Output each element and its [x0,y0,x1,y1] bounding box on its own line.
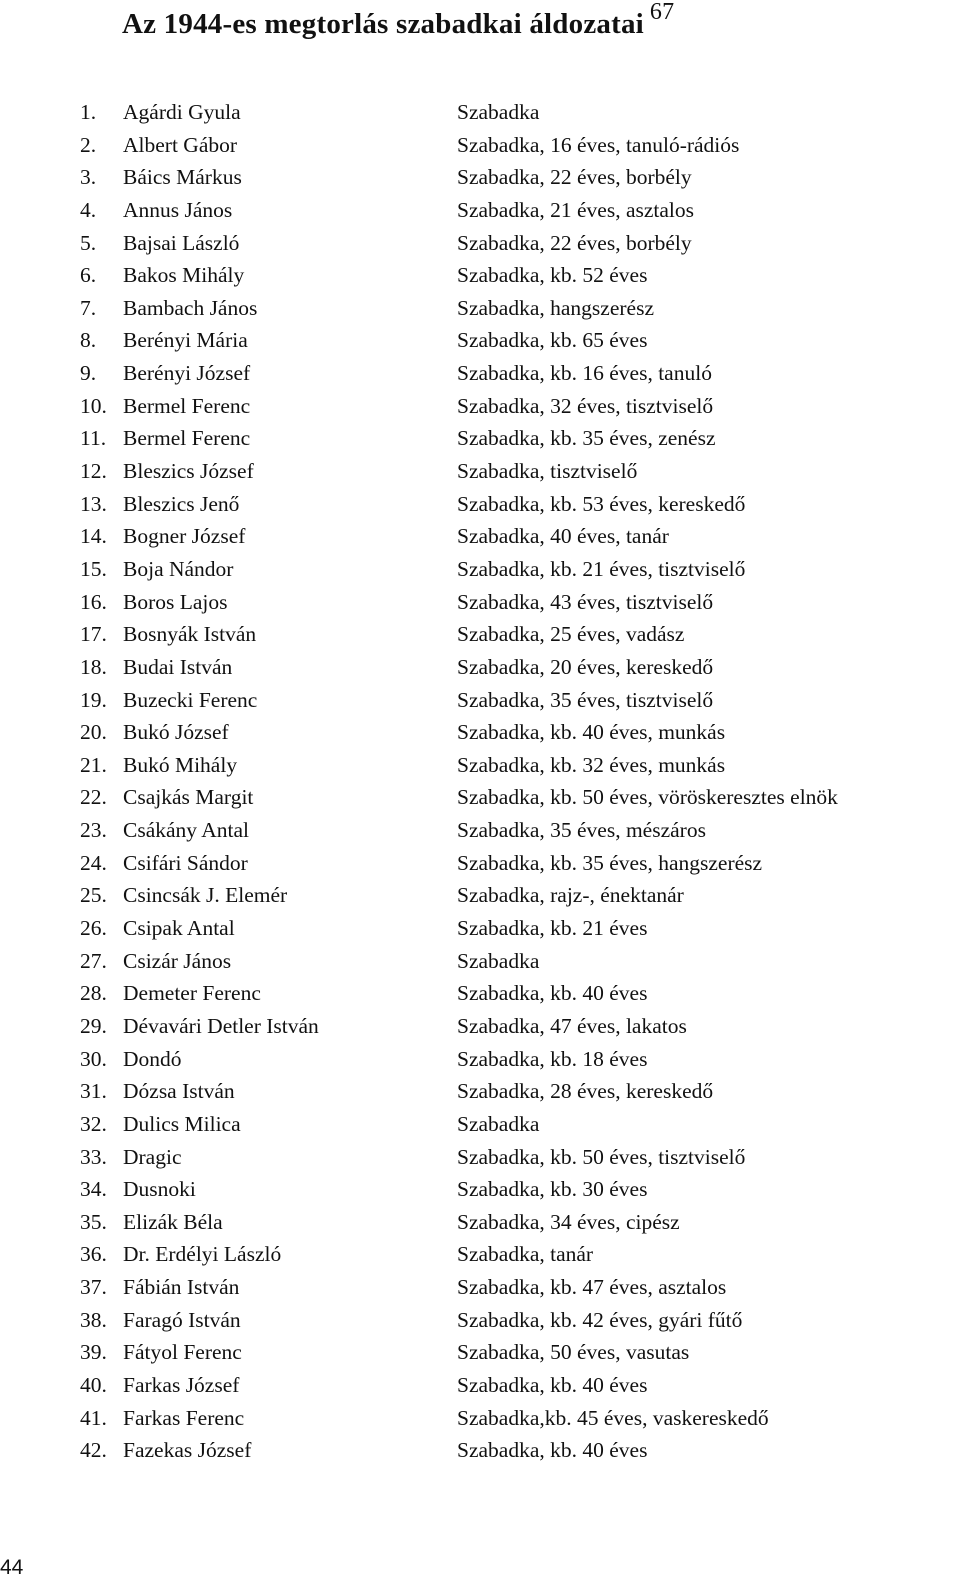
entry-name: Bleszics József [123,459,254,484]
list-item [80,390,960,423]
entry-name: Bogner József [123,524,246,549]
list-item [80,618,960,651]
entry-details: Szabadka, tanár [457,1242,594,1267]
entry-number: 16. [80,589,107,614]
entry-number: 13. [80,491,107,516]
entry-number: 26. [80,916,107,941]
list-item [80,96,960,129]
entry-details: Szabadka, 20 éves, kereskedő [457,654,714,679]
entry-name: Fábián István [123,1275,240,1300]
list-item [80,651,960,684]
list-item [80,1206,960,1239]
entry-details: Szabadka, rajz-, énektanár [457,883,684,908]
entry-name: Dusnoki [123,1177,196,1202]
list-item [80,161,960,194]
entry-details: Szabadka, 28 éves, kereskedő [457,1079,714,1104]
list-item [80,194,960,227]
entry-name: Annus János [123,197,233,222]
list-item [80,1271,960,1304]
entry-details: Szabadka, kb. 30 éves [457,1177,648,1202]
entry-name: Boja Nándor [123,556,234,581]
entry-details: Szabadka, hangszerész [457,295,654,320]
entry-number: 2. [80,132,97,157]
entry-name: Berényi József [123,361,251,386]
entry-details: Szabadka, kb. 35 éves, zenész [457,426,716,451]
entry-details: Szabadka, kb. 52 éves [457,263,648,288]
list-item [80,749,960,782]
list-item [80,1336,960,1369]
entry-name: Dózsa István [123,1079,235,1104]
entry-details: Szabadka, kb. 21 éves [457,916,648,941]
list-item [80,455,960,488]
list-item [80,1434,960,1467]
list-item [80,553,960,586]
entry-name: Bleszics Jenő [123,491,240,516]
entry-number: 3. [80,165,97,190]
list-item [80,814,960,847]
list-item [80,1402,960,1435]
list-item [80,1238,960,1271]
entry-details: Szabadka, kb. 35 éves, hangszerész [457,850,763,875]
entry-number: 9. [80,361,97,386]
entry-details: Szabadka, kb. 32 éves, munkás [457,752,726,777]
entry-details: Szabadka, kb. 53 éves, kereskedő [457,491,746,516]
entry-details: Szabadka [457,100,540,124]
list-item [80,357,960,390]
list-item [80,1369,960,1402]
entry-number: 23. [80,818,107,843]
entry-details: Szabadka, kb. 40 éves [457,1372,648,1397]
entry-details: Szabadka, 40 éves, tanár [457,524,669,549]
entry-number: 19. [80,687,107,712]
entry-details: Szabadka, 22 éves, borbély [457,230,692,255]
entry-name: Csizár János [123,948,232,973]
entry-number: 39. [80,1340,107,1365]
entry-name: Bermel Ferenc [123,426,251,451]
list-item [80,227,960,260]
list-item [80,292,960,325]
entry-details: Szabadka, 21 éves, asztalos [457,197,695,222]
entry-details: Szabadka, kb. 21 éves, tisztviselő [457,556,746,581]
entry-name: Bajsai László [123,230,240,255]
entry-number: 22. [80,785,107,810]
list-item [80,945,960,978]
entry-name: Dulics Milica [123,1111,241,1136]
page-number: 44 [0,1556,24,1579]
entry-name: Báics Márkus [123,165,242,190]
entry-name: Elizák Béla [123,1209,223,1234]
entry-number: 42. [80,1438,107,1463]
entry-details: Szabadka, 50 éves, vasutas [457,1340,690,1365]
entry-details: Szabadka, 32 éves, tisztviselő [457,393,714,418]
entry-details: Szabadka, 34 éves, cipész [457,1209,680,1234]
entry-number: 4. [80,197,97,222]
entry-number: 32. [80,1111,107,1136]
entry-number: 7. [80,295,97,320]
entry-details: Szabadka, 43 éves, tisztviselő [457,589,714,614]
entry-name: Farkas Ferenc [123,1405,245,1430]
entry-name: Csincsák J. Elemér [123,883,288,908]
list-item [80,1075,960,1108]
list-item [80,586,960,619]
entry-number: 41. [80,1405,107,1430]
entry-number: 12. [80,459,107,484]
entry-name: Csifári Sándor [123,850,248,875]
entry-number: 10. [80,393,107,418]
entry-name: Dragic [123,1144,182,1169]
entry-number: 1. [80,100,97,124]
entry-number: 31. [80,1079,107,1104]
entry-name: Faragó István [123,1307,241,1332]
list-item [80,1108,960,1141]
entry-number: 14. [80,524,107,549]
entry-number: 18. [80,654,107,679]
entry-name: Albert Gábor [123,132,238,157]
list-item [80,520,960,553]
entry-details: Szabadka, kb. 40 éves [457,1438,648,1463]
entry-name: Farkas József [123,1372,240,1397]
entry-name: Bermel Ferenc [123,393,251,418]
entry-number: 30. [80,1046,107,1071]
entry-details: Szabadka, 35 éves, mészáros [457,818,706,843]
entry-number: 25. [80,883,107,908]
list-item [80,781,960,814]
entry-details: Szabadka, kb. 65 éves [457,328,648,353]
entry-details: Szabadka, kb. 40 éves [457,981,648,1006]
entry-details: Szabadka, kb. 50 éves, vöröskeresztes elnök [457,785,838,810]
entry-details: Szabadka, kb. 18 éves [457,1046,648,1071]
entry-details: Szabadka, 25 éves, vadász [457,622,685,647]
list-item [80,847,960,880]
entry-name: Dévavári Detler István [123,1013,319,1038]
entry-number: 34. [80,1177,107,1202]
entry-number: 11. [80,426,107,451]
list-item [80,1043,960,1076]
entry-details: Szabadka,kb. 45 éves, vaskereskedő [457,1405,769,1430]
list-item [80,912,960,945]
entry-number: 27. [80,948,107,973]
entry-details: Szabadka, kb. 50 éves, tisztviselő [457,1144,746,1169]
entry-number: 40. [80,1372,107,1397]
entry-details: Szabadka [457,948,540,973]
entry-number: 17. [80,622,107,647]
page-title [122,0,675,41]
entry-name: Csajkás Margit [123,785,254,810]
entry-number: 15. [80,556,107,581]
list-item [80,1304,960,1337]
entry-name: Dr. Erdélyi László [123,1242,282,1267]
entry-name: Berényi Mária [123,328,248,353]
entry-name: Budai István [123,654,233,679]
entry-name: Fazekas József [123,1438,252,1463]
entry-details: Szabadka, kb. 47 éves, asztalos [457,1275,727,1300]
list-item [80,422,960,455]
victims-list [80,96,960,1467]
list-item [80,684,960,717]
entry-number: 33. [80,1144,107,1169]
entry-number: 5. [80,230,97,255]
entry-name: Demeter Ferenc [123,981,261,1006]
list-item [80,324,960,357]
entry-details: Szabadka, 47 éves, lakatos [457,1013,687,1038]
entry-details: Szabadka, kb. 40 éves, munkás [457,720,726,745]
entry-number: 38. [80,1307,107,1332]
list-item [80,488,960,521]
entry-name: Fátyol Ferenc [123,1340,242,1365]
list-item [80,716,960,749]
entry-number: 24. [80,850,107,875]
entry-details: Szabadka, kb. 42 éves, gyári fűtő [457,1307,743,1332]
entry-number: 28. [80,981,107,1006]
entry-number: 6. [80,263,97,288]
entry-name: Bukó Mihály [123,752,238,777]
entry-name: Boros Lajos [123,589,228,614]
entry-number: 20. [80,720,107,745]
entry-details: Szabadka [457,1111,540,1136]
entry-number: 37. [80,1275,107,1300]
entry-name: Csipak Antal [123,916,235,941]
entry-name: Dondó [123,1046,182,1071]
list-item [80,1173,960,1206]
list-item [80,1010,960,1043]
entry-number: 36. [80,1242,107,1267]
title-text: Az 1944-es megtorlás szabadkai áldozatai [122,8,644,40]
entry-details: Szabadka, kb. 16 éves, tanuló [457,361,712,386]
entry-name: Bambach János [123,295,258,320]
entry-number: 8. [80,328,97,353]
entry-name: Csákány Antal [123,818,249,843]
entry-number: 29. [80,1013,107,1038]
entry-name: Bosnyák István [123,622,257,647]
list-item [80,129,960,162]
entry-details: Szabadka, 35 éves, tisztviselő [457,687,714,712]
entry-name: Buzecki Ferenc [123,687,258,712]
entry-name: Bakos Mihály [123,263,245,288]
list-item [80,977,960,1010]
list-item [80,1141,960,1174]
entry-number: 21. [80,752,107,777]
entry-details: Szabadka, 22 éves, borbély [457,165,692,190]
entry-name: Bukó József [123,720,229,745]
entry-number: 35. [80,1209,107,1234]
list-item [80,259,960,292]
entry-details: Szabadka, tisztviselő [457,459,638,484]
page-reference: 67 [649,0,675,25]
entry-name: Agárdi Gyula [123,100,241,124]
list-item [80,879,960,912]
entry-details: Szabadka, 16 éves, tanuló-rádiós [457,132,740,157]
